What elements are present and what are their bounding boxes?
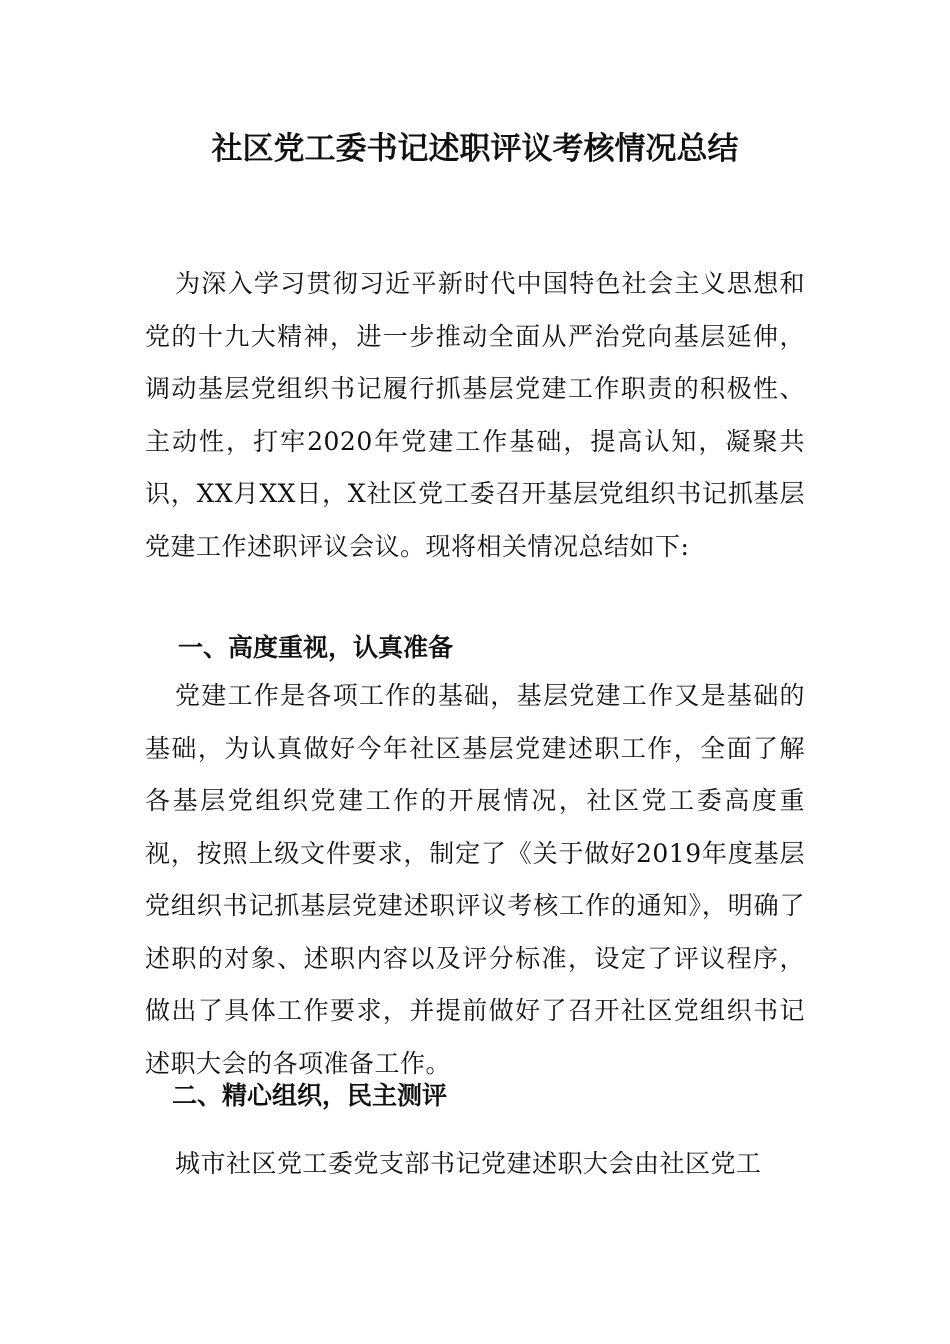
document-title: 社区党工委书记述职评议考核情况总结 — [211, 131, 739, 167]
section-heading-1: 一、高度重视，认真准备 — [178, 633, 454, 662]
paragraph-section-1: 党建工作是各项工作的基础，基层党建工作又是基础的基础，为认真做好今年社区基层党建述职工作，全面了解各基层党组织党建工作的开展情况，社区党工委高度重视，按照上级文件要求，制定了《关于做好2019年度基层党组织书记抓基层党建述职评议考核工作的通知》，明确了述职的对象、述职内容以及评分标准，设定了评议程序，做出了具体工作要求，并提前做好了召开社区党组织书记述职大会的各项准备工作。 — [145, 681, 805, 1078]
paragraph-section-2: 城市社区党工委党支部书记党建述职大会由社区党工 — [175, 1149, 762, 1178]
section-heading-2: 二、精心组织，民主测评 — [172, 1081, 448, 1110]
paragraph-intro: 为深入学习贯彻习近平新时代中国特色社会主义思想和党的十九大精神，进一步推动全面从严治党向基层延伸，调动基层党组织书记履行抓基层党建工作职责的积极性、主动性，打牢2020年党建工作基础，提高认知，凝聚共识，XX月XX日，X社区党工委召开基层党组织书记抓基层党建工作述职评议会议。现将相关情况总结如下: — [145, 269, 805, 561]
